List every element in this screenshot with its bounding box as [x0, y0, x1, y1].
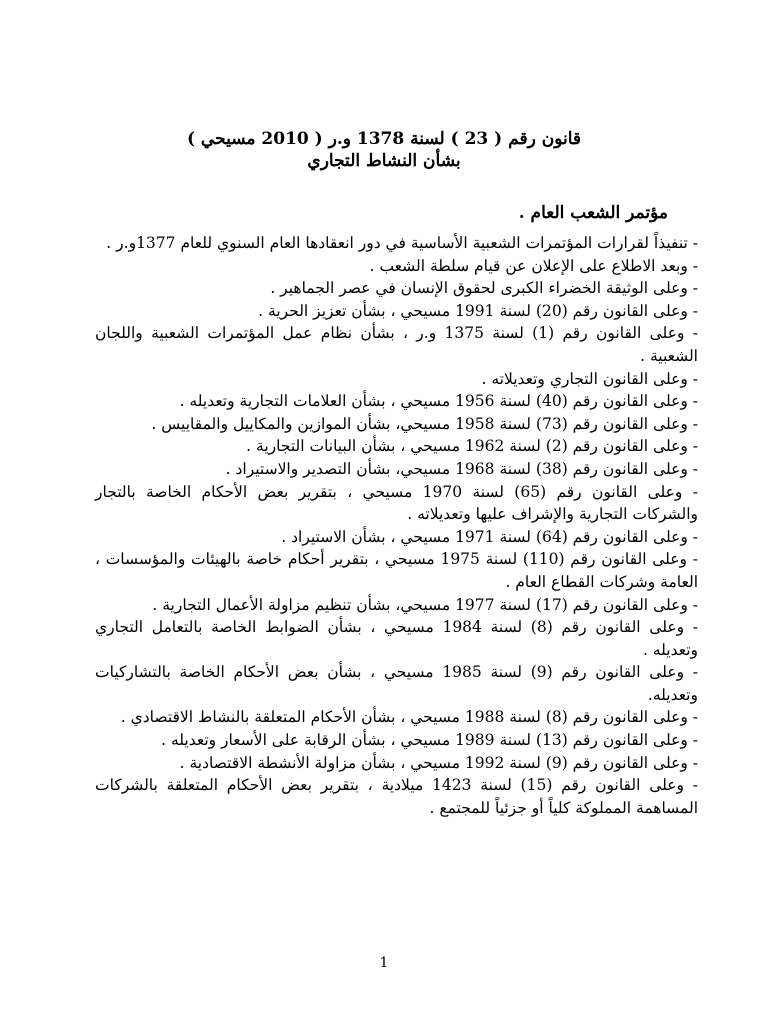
law-title	[0, 128, 768, 172]
paragraph: - وبعد الاطلاع على الإعلان عن قيام سلطة الشعب .	[369, 256, 698, 275]
paragraph: - وعلى القانون رقم (65) لسنة 1970 مسيحي ، بتقرير بعض الأحكام الخاصة بالتجار والشركات التجارية والإشراف عليها وتعديلاته .	[95, 482, 698, 524]
paragraph: - وعلى الوثيقة الخضراء الكبرى لحقوق الإنسان في عصر الجماهير .	[270, 279, 698, 298]
paragraph: - وعلى القانون رقم (1) لسنة 1375 و.ر ، بشأن نظام عمل المؤتمرات الشعبية واللجان الشعبية .	[95, 324, 698, 365]
paragraph: - وعلى القانون رقم (2) لسنة 1962 مسيحي ، بشأن البيانات التجارية .	[246, 437, 698, 456]
paragraph: - وعلى القانون رقم (8) لسنة 1984 مسيحي ، بشأن الضوابط الخاصة بالتعامل التجاري وتعديله .	[95, 618, 698, 659]
paragraph: - وعلى القانون رقم (20) لسنة 1991 مسيحي ، بشأن تعزيز الحرية .	[258, 301, 698, 320]
paragraph: - وعلى القانون التجاري وتعديلاته .	[481, 369, 698, 388]
paragraph: - وعلى القانون رقم (8) لسنة 1988 مسيحي ، بشأن الأحكام المتعلقة بالنشاط الاقتصادي .	[120, 708, 698, 727]
paragraph: - وعلى القانون رقم (9) لسنة 1992 مسيحي ، بشأن مزاولة الأنشطة الاقتصادية .	[179, 753, 698, 772]
document-body	[95, 232, 698, 819]
paragraph: - وعلى القانون رقم (110) لسنة 1975 مسيحي ، بتقرير أحكام خاصة بالهيئات والمؤسسات ، العامة وشركات القطاع العام .	[95, 550, 698, 591]
paragraph: - وعلى القانون رقم (64) لسنة 1971 مسيحي ، بشأن الاستيراد .	[281, 527, 698, 546]
law-title-line1: قانون رقم ( 23 ) لسنة 1378 و.ر ( 2010 مسيحي )	[186, 129, 582, 149]
paragraph: - وعلى القانون رقم (13) لسنة 1989 مسيحي ، بشأن الرقابة على الأسعار وتعديله .	[161, 731, 698, 750]
paragraph: - وعلى القانون رقم (73) لسنة 1958 مسيحي، بشأن الموازين والمكاييل والمقاييس .	[151, 414, 698, 433]
paragraph: - وعلى القانون رقم (40) لسنة 1956 مسيحي ، بشأن العلامات التجارية وتعديله .	[179, 392, 698, 411]
paragraph: - وعلى القانون رقم (15) لسنة 1423 ميلادية ، بتقرير بعض الأحكام المتعلقة بالشركات المساهمة المملوكة كلياً أو جزئياً للمجتمع .	[95, 776, 698, 817]
section-heading: مؤتمر الشعب العام .	[518, 203, 668, 223]
paragraph: - وعلى القانون رقم (9) لسنة 1985 مسيحي ، بشأن بعض الأحكام الخاصة بالتشاركيات وتعديله.	[95, 663, 698, 704]
law-title-line2: بشأن النشاط التجاري	[307, 151, 461, 171]
paragraph: - تنفيذاً لقرارات المؤتمرات الشعبية الأساسية في دور انعقادها العام السنوي للعام 1377و.ر .	[106, 234, 698, 252]
paragraph: - وعلى القانون رقم (17) لسنة 1977 مسيحي، بشأن تنظيم مزاولة الأعمال التجارية .	[152, 595, 698, 614]
page-number: 1	[379, 955, 389, 971]
paragraph: - وعلى القانون رقم (38) لسنة 1968 مسيحي، بشأن التصدير والاستيراد .	[225, 459, 698, 478]
